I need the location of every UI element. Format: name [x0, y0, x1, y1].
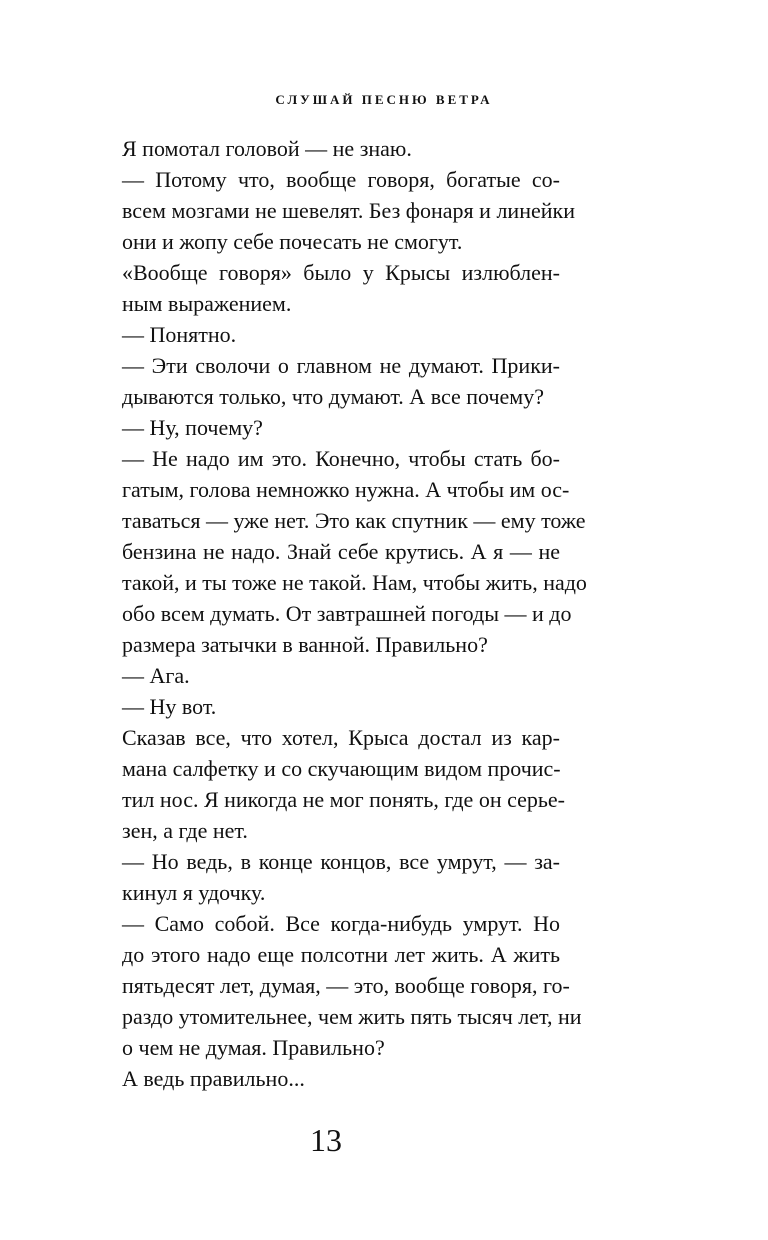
paragraph: [122, 691, 560, 722]
text-line: — Ага.: [122, 663, 190, 688]
text-line: обо всем думать. От завтрашней погоды — и до: [122, 601, 572, 626]
paragraph: [122, 846, 560, 908]
text-line: дываются только, что думают. А все почему?: [122, 384, 544, 409]
text-line: А ведь правильно...: [122, 1066, 305, 1091]
paragraph: [122, 660, 560, 691]
paragraph: [122, 443, 587, 660]
text-line: кинул я удочку.: [122, 880, 266, 905]
text-line: до этого надо еще полсотни лет жить. А жить: [122, 942, 560, 967]
text-line: ным выражением.: [122, 291, 292, 316]
paragraph: [122, 722, 566, 846]
text-line: они и жопу себе почесать не смогут.: [122, 229, 463, 254]
text-line: — Само собой. Все когда-нибудь умрут. Но: [122, 911, 560, 936]
text-line: о чем не думая. Правильно?: [122, 1035, 385, 1060]
paragraph: [122, 412, 560, 443]
text-line: раздо утомительнее, чем жить пять тысяч лет, ни: [122, 1004, 582, 1029]
paragraph: [122, 1063, 560, 1094]
text-line: размера затычки в ванной. Правильно?: [122, 632, 488, 657]
text-line: «Вообще говоря» было у Крысы излюблен-: [122, 260, 560, 285]
page-number: 13: [310, 1122, 342, 1158]
text-line: Сказав все, что хотел, Крыса достал из кар-: [122, 725, 560, 750]
text-line: — Понятно.: [122, 322, 237, 347]
text-line: такой, и ты тоже не такой. Нам, чтобы жить, надо: [122, 570, 587, 595]
text-line: — Ну вот.: [122, 694, 217, 719]
text-line: — Но ведь, в конце концов, все умрут, — за-: [122, 849, 560, 874]
text-line: тил нос. Я никогда не мог понять, где он серье-: [122, 787, 566, 812]
paragraph: [122, 319, 560, 350]
text-line: таваться — уже нет. Это как спутник — ему тоже: [122, 508, 586, 533]
paragraph: [122, 908, 582, 1063]
text-line: Я помотал головой — не знаю.: [122, 136, 412, 161]
body-text: [122, 133, 587, 1094]
text-line: — Эти сволочи о главном не думают. Прики-: [122, 353, 560, 378]
text-line: бензина не надо. Знай себе крутись. А я — не: [122, 539, 560, 564]
text-line: — Потому что, вообще говоря, богатые со-: [122, 167, 560, 192]
text-line: — Не надо им это. Конечно, чтобы стать бо-: [122, 446, 560, 471]
text-line: гатым, голова немножко нужна. А чтобы им ос-: [122, 477, 570, 502]
text-line: зен, а где нет.: [122, 818, 248, 843]
running-head: СЛУШАЙ ПЕСНЮ ВЕТРА: [275, 92, 493, 107]
paragraph: [122, 133, 560, 164]
paragraph: [122, 257, 560, 319]
text-line: пятьдесят лет, думая, — это, вообще говоря, го-: [122, 973, 570, 998]
paragraph: [122, 350, 560, 412]
paragraph: [122, 164, 575, 257]
text-line: всем мозгами не шевелят. Без фонаря и линейки: [122, 198, 575, 223]
text-line: — Ну, почему?: [122, 415, 263, 440]
text-line: мана салфетку и со скучающим видом прочис-: [122, 756, 561, 781]
